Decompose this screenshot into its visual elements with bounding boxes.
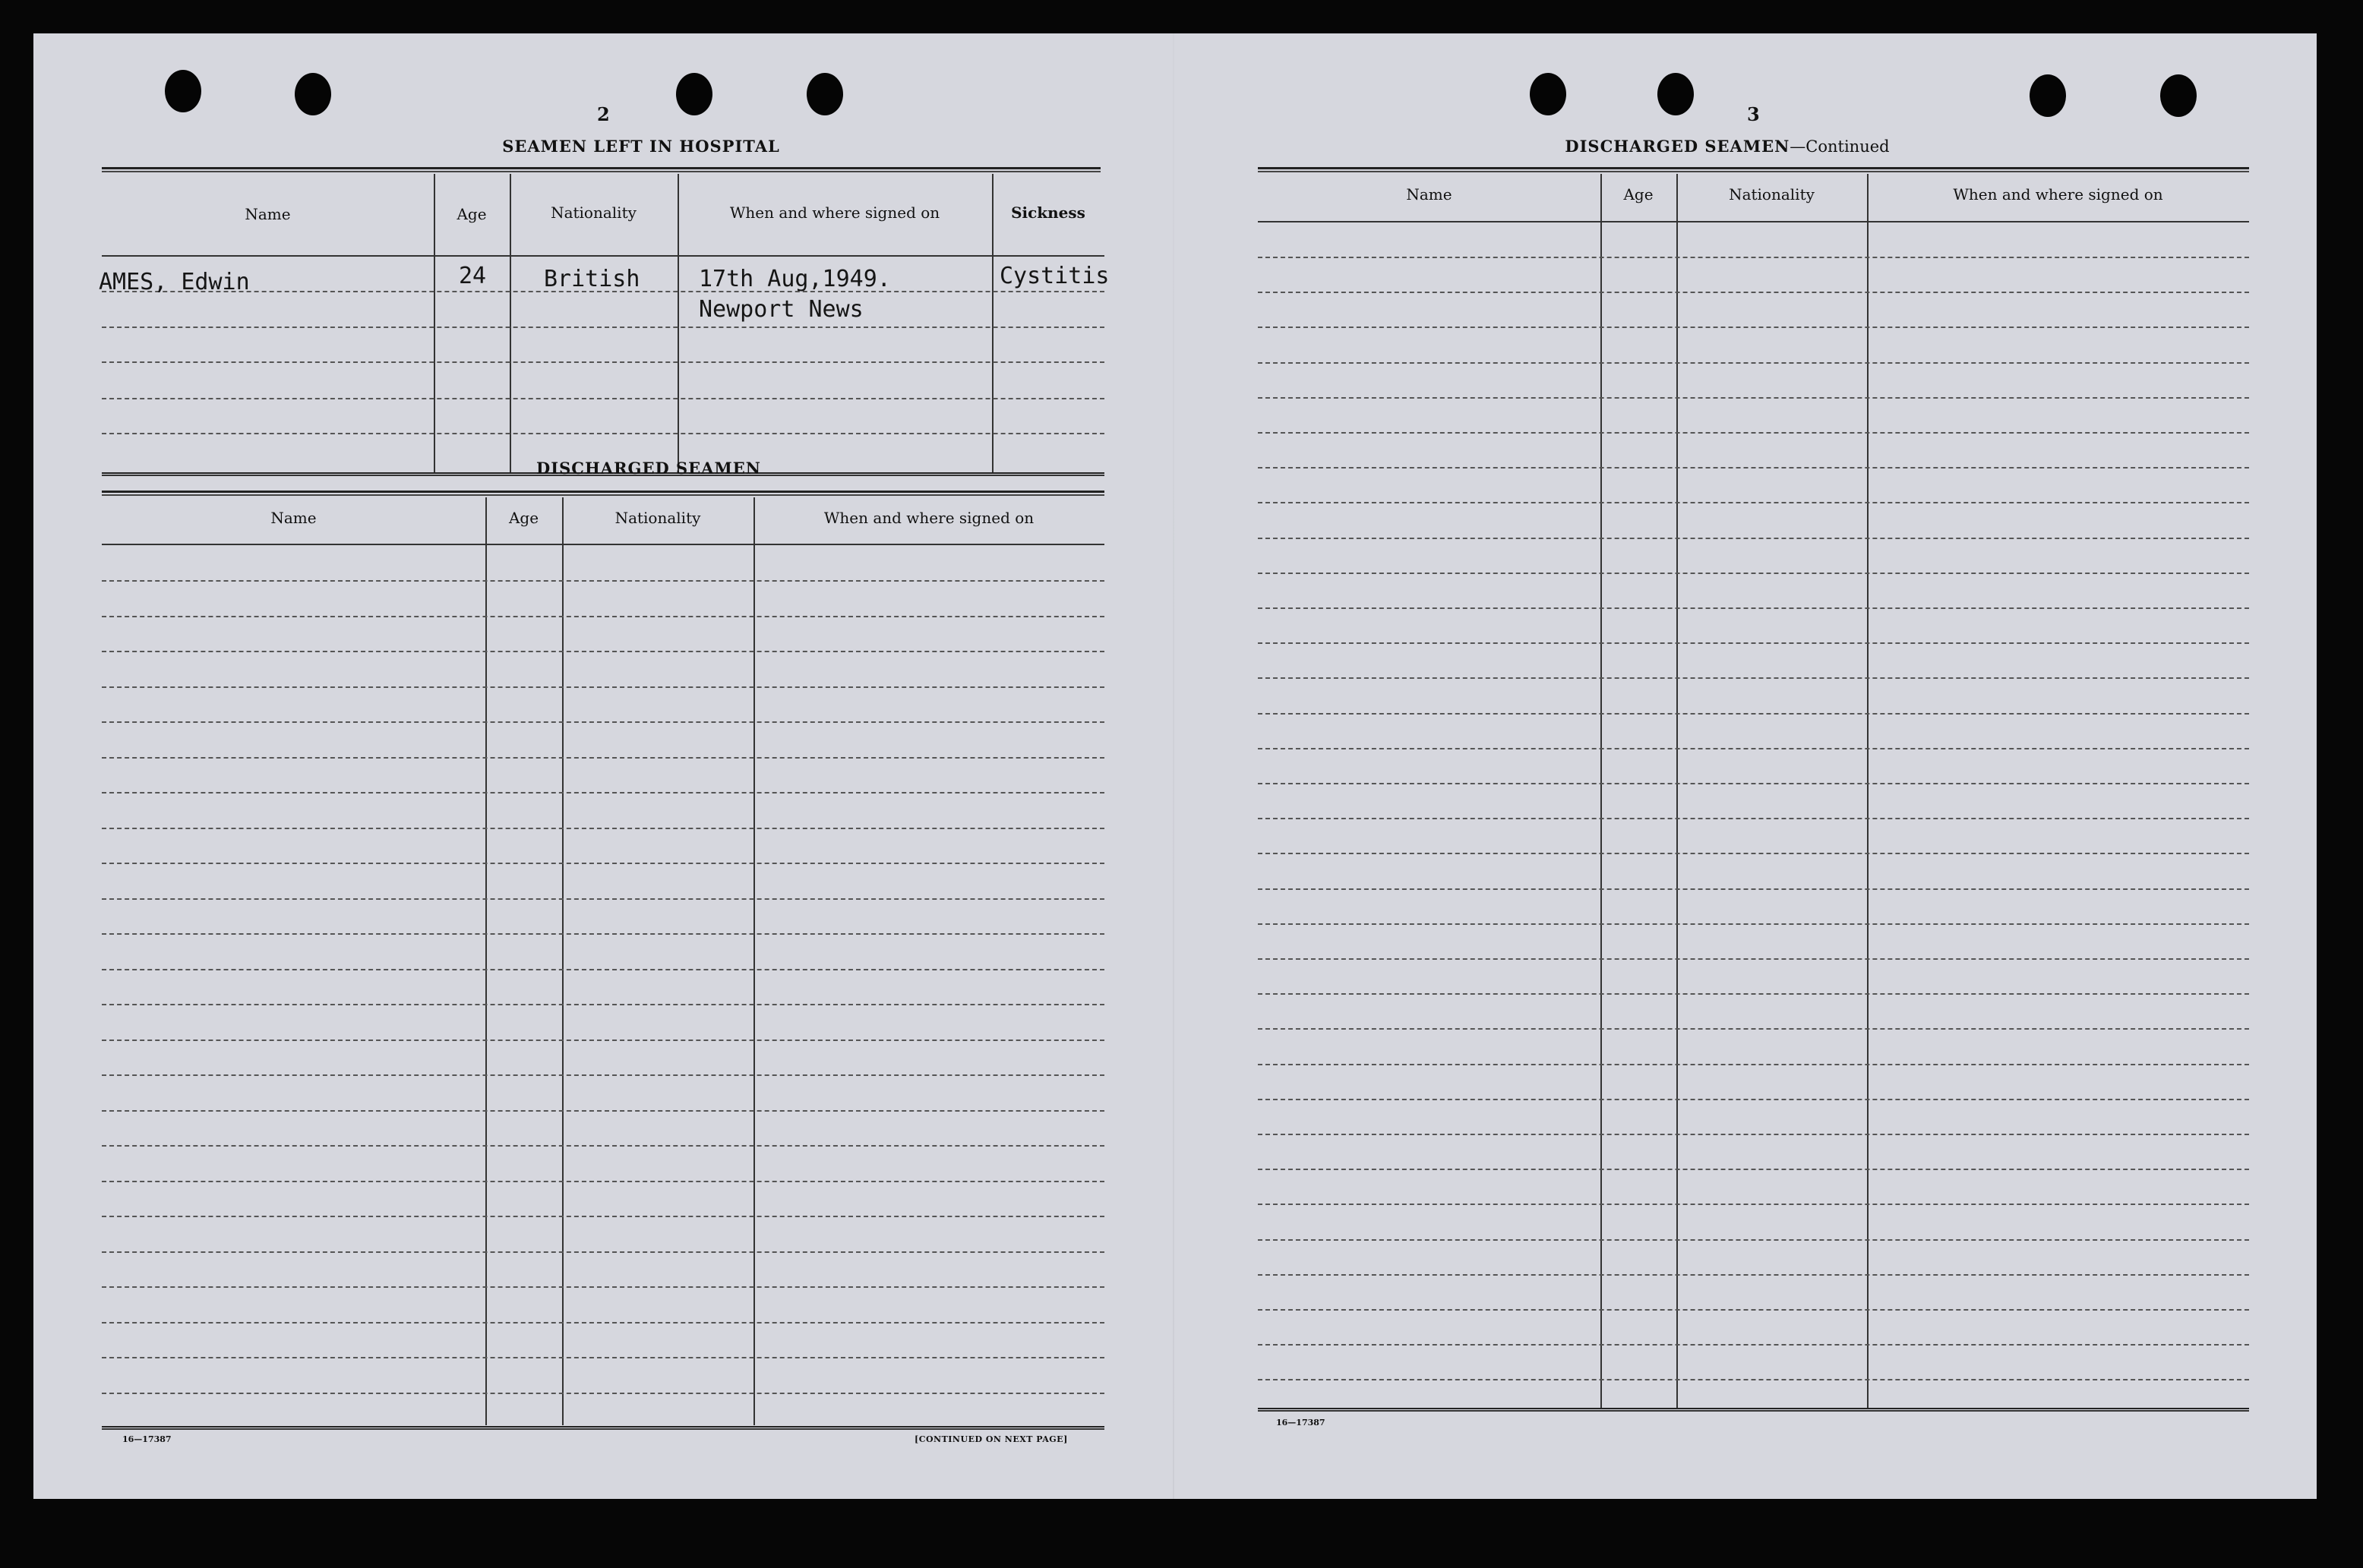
ruled-line	[1258, 1064, 2249, 1065]
page-number: 2	[597, 103, 610, 125]
column-header-sickness: Sickness	[1011, 203, 1085, 222]
ruled-line	[1258, 1028, 2249, 1030]
ruled-line	[1258, 327, 2249, 328]
ruled-line	[102, 1322, 1104, 1323]
ruled-line	[102, 1216, 1104, 1217]
ruled-line	[1258, 1134, 2249, 1135]
ruled-line	[102, 969, 1104, 970]
punch-hole	[676, 73, 712, 115]
ruled-line	[1258, 538, 2249, 539]
column-header-age: Age	[1623, 185, 1654, 203]
ruled-line	[1258, 818, 2249, 819]
hospital-entry-age: 24	[459, 263, 487, 289]
column-header-age: Age	[456, 205, 487, 223]
punch-hole	[295, 73, 331, 115]
ruled-line	[1258, 432, 2249, 434]
ruled-line	[1258, 677, 2249, 679]
ruled-line	[1258, 1344, 2249, 1346]
ruled-line	[1258, 748, 2249, 749]
ruled-line	[1258, 1239, 2249, 1241]
section-title: DISCHARGED SEAMEN	[1565, 137, 1790, 156]
ruled-line	[1258, 783, 2249, 784]
form-number: 16—17387	[1276, 1418, 1325, 1428]
ruled-line	[1258, 1309, 2249, 1311]
column-header-nationality: Nationality	[1729, 185, 1815, 203]
ruled-line	[1258, 573, 2249, 574]
ruled-line	[102, 863, 1104, 864]
discharged-table	[102, 491, 1104, 1432]
page-number: 3	[1747, 103, 1760, 125]
ruled-line	[102, 1251, 1104, 1253]
column-header-signed-on: When and where signed on	[823, 509, 1035, 527]
punch-hole	[2160, 74, 2197, 117]
hospital-entry-signed-on-place: Newport News	[699, 296, 864, 323]
ruled-line	[102, 651, 1104, 652]
continued-note: [CONTINUED ON NEXT PAGE]	[915, 1434, 1068, 1444]
punch-hole	[1530, 73, 1566, 115]
ruled-line	[102, 1040, 1104, 1041]
ruled-line	[102, 721, 1104, 723]
ruled-line	[1258, 713, 2249, 715]
ruled-line	[1258, 1379, 2249, 1380]
discharged-continued-title	[1423, 137, 2031, 156]
ruled-line	[1258, 467, 2249, 469]
ruled-line	[1258, 853, 2249, 854]
ruled-line	[1258, 607, 2249, 609]
ruled-line	[102, 616, 1104, 617]
ruled-line	[102, 898, 1104, 900]
ruled-line	[102, 686, 1104, 688]
column-header-age: Age	[508, 509, 539, 527]
column-header-signed-on: When and where signed on	[1953, 185, 2163, 203]
ruled-line	[1258, 362, 2249, 364]
ruled-line	[102, 1181, 1104, 1182]
punch-hole	[2030, 74, 2066, 117]
discharged-section-title: DISCHARGED SEAMEN	[536, 459, 761, 478]
ruled-line	[102, 792, 1104, 793]
ruled-line	[102, 1110, 1104, 1112]
column-header-name: Name	[270, 509, 317, 527]
ruled-line	[1258, 923, 2249, 925]
hospital-table	[99, 167, 1110, 478]
ruled-line	[102, 933, 1104, 935]
column-header-nationality: Nationality	[551, 203, 637, 222]
ruled-line	[102, 828, 1104, 829]
punch-hole	[1657, 73, 1694, 115]
ruled-line	[1258, 993, 2249, 995]
ruled-line	[1258, 1204, 2249, 1205]
discharged-continued-table	[1258, 167, 2249, 1443]
ruled-line	[1258, 1099, 2249, 1100]
ruled-line	[1258, 888, 2249, 890]
hospital-section-title: SEAMEN LEFT IN HOSPITAL	[502, 137, 780, 156]
ruled-line	[1258, 642, 2249, 644]
ruled-line	[102, 1357, 1104, 1358]
ruled-line	[1258, 502, 2249, 503]
ruled-line	[1258, 292, 2249, 293]
column-header-nationality: Nationality	[614, 509, 701, 527]
ruled-line	[102, 1145, 1104, 1147]
ruled-line	[1258, 397, 2249, 399]
ruled-line	[1258, 1169, 2249, 1170]
column-header-signed-on: When and where signed on	[729, 203, 940, 222]
ruled-line	[102, 1393, 1104, 1394]
column-header-name: Name	[245, 205, 291, 223]
hospital-entry-nationality: British	[544, 266, 640, 292]
ruled-line	[102, 1074, 1104, 1076]
ruled-line	[1258, 1274, 2249, 1276]
ruled-line	[1258, 958, 2249, 960]
hospital-entry-sickness: Cystitis	[1000, 263, 1110, 289]
hospital-entry-signed-on-date: 17th Aug,1949.	[699, 266, 891, 292]
ruled-line	[102, 1286, 1104, 1288]
form-number: 16—17387	[122, 1434, 172, 1444]
ruled-line	[102, 1004, 1104, 1005]
punch-hole	[165, 70, 201, 112]
section-title-suffix: —Continued	[1790, 137, 1890, 156]
punch-hole	[807, 73, 843, 115]
ruled-line	[102, 757, 1104, 759]
ruled-line	[1258, 257, 2249, 258]
manifest-sheet	[33, 33, 2317, 1499]
hospital-entry-name: AMES, Edwin	[99, 269, 250, 295]
ruled-line	[102, 580, 1104, 582]
column-header-name: Name	[1406, 185, 1452, 203]
